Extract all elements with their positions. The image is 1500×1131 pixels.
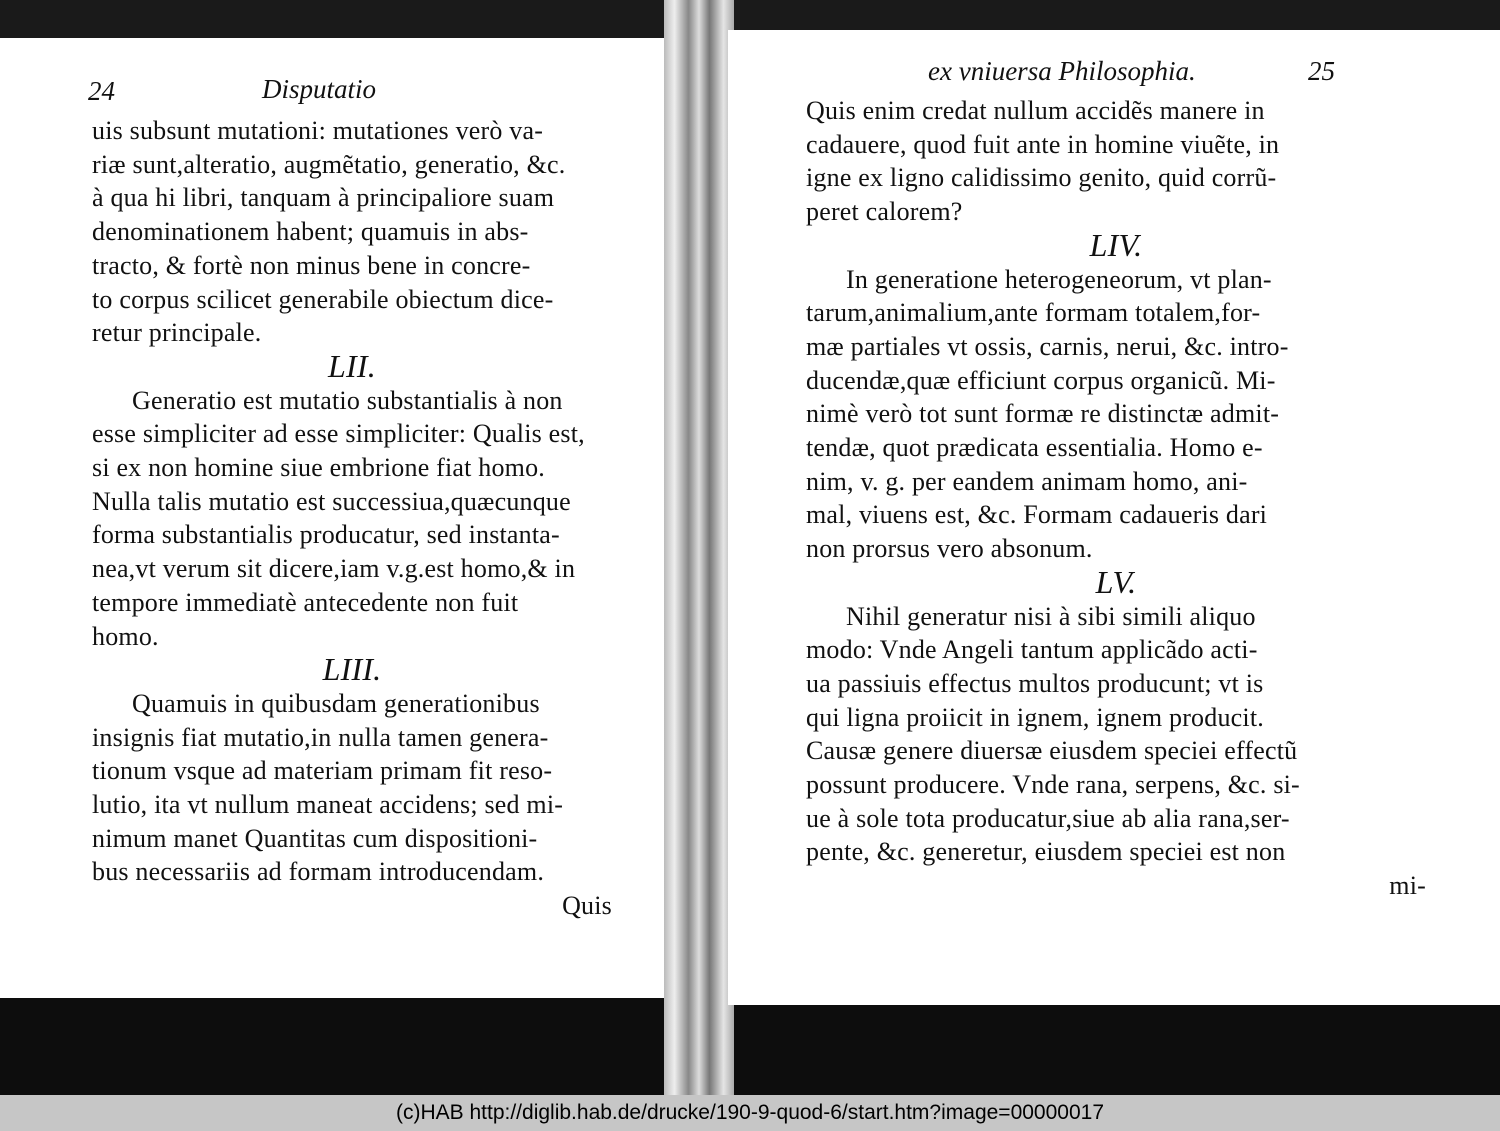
text-line: bus necessariis ad formam introducendam. bbox=[92, 857, 545, 887]
right-page-number: 25 bbox=[1308, 56, 1335, 86]
right-running-head: ex vniuersa Philosophia. bbox=[928, 56, 1196, 86]
left-page-body bbox=[92, 114, 612, 923]
text-line: Nulla talis mutatio est successiua,quæcunque bbox=[92, 486, 571, 516]
left-page-number: 24 bbox=[88, 76, 115, 106]
text-line: esse simpliciter ad esse simpliciter: Qualis est, bbox=[92, 419, 585, 449]
text-line: tarum,animalium,ante formam totalem,for- bbox=[806, 298, 1261, 328]
text-line: non prorsus vero absonum. bbox=[806, 534, 1093, 564]
text-line: riæ sunt,alteratio, augmẽtatio, generatio, &c. bbox=[92, 149, 566, 179]
text-line: à qua hi libri, tanquam à principaliore suam bbox=[92, 183, 555, 213]
text-line: si ex non homine siue embrione fiat homo. bbox=[92, 453, 546, 483]
section-heading-lv: LV. bbox=[1095, 563, 1137, 600]
text-line: Quis enim credat nullum accidẽs manere in bbox=[806, 96, 1265, 125]
text-line: igne ex ligno calidissimo genito, quid corrũ- bbox=[806, 163, 1277, 193]
right-page bbox=[728, 30, 1500, 1005]
text-line: to corpus scilicet generabile obiectum dice- bbox=[92, 284, 554, 314]
text-line: forma substantialis producatur, sed instanta- bbox=[92, 520, 560, 550]
text-line: tionum vsque ad materiam primam fit reso- bbox=[92, 756, 553, 786]
text-line: Causæ genere diuersæ eiusdem speciei effectũ bbox=[806, 736, 1298, 766]
text-line: lutio, ita vt nullum maneat accidens; sed mi- bbox=[92, 790, 564, 820]
text-line: peret calorem? bbox=[806, 197, 963, 227]
text-line: uis subsunt mutationi: mutationes verò va- bbox=[92, 116, 544, 145]
scan-bottom-shadow bbox=[0, 998, 1500, 1095]
text-line: ue à sole tota producatur,siue ab alia rana,ser- bbox=[806, 803, 1290, 833]
text-line: retur principale. bbox=[92, 318, 262, 348]
text-line: nimum manet Quantitas cum dispositioni- bbox=[92, 823, 538, 853]
text-line: Nihil generatur nisi à sibi simili aliquo bbox=[846, 601, 1256, 631]
section-heading-liv: LIV. bbox=[1089, 226, 1143, 263]
text-line: mæ partiales vt ossis, carnis, nerui, &c. intro- bbox=[806, 331, 1289, 361]
book-gutter bbox=[664, 0, 734, 1095]
left-running-head: Disputatio bbox=[262, 74, 377, 104]
catchword: Quis bbox=[562, 891, 612, 921]
text-line: tendæ, quot prædicata essentialia. Homo e- bbox=[806, 433, 1263, 463]
text-line: ducendæ,quæ efficiunt corpus organicũ. Mi- bbox=[806, 365, 1276, 395]
catchword: mi- bbox=[1389, 871, 1426, 901]
section-heading-liii: LIII. bbox=[322, 651, 382, 688]
text-line: In generatione heterogeneorum, vt plan- bbox=[846, 264, 1272, 294]
text-line: qui ligna proiicit in ignem, ignem producit. bbox=[806, 702, 1264, 732]
text-line: insignis fiat mutatio,in nulla tamen genera- bbox=[92, 722, 549, 752]
text-line: ua passiuis effectus multos producunt; vt is bbox=[806, 668, 1264, 698]
text-line: Quamuis in quibusdam generationibus bbox=[132, 688, 540, 718]
text-line: tracto, & fortè non minus bene in concre- bbox=[92, 250, 531, 280]
section-heading-lii: LII. bbox=[328, 347, 376, 384]
text-line: pente, &c. generetur, eiusdem speciei est non bbox=[806, 837, 1286, 867]
copyright-text: (c)HAB http://diglib.hab.de/drucke/190-9-quod-6/start.htm?image=00000017 bbox=[395, 1101, 1104, 1124]
right-page-body bbox=[806, 94, 1426, 903]
left-page bbox=[0, 38, 672, 998]
text-line: tempore immediatè antecedente non fuit bbox=[92, 587, 519, 617]
text-line: mal, viuens est, &c. Formam cadaueris dari bbox=[806, 500, 1268, 530]
copyright-footer bbox=[0, 1095, 1500, 1131]
text-line: denominationem habent; quamuis in abs- bbox=[92, 217, 529, 247]
text-line: modo: Vnde Angeli tantum applicãdo acti- bbox=[806, 635, 1258, 665]
text-line: Generatio est mutatio substantialis à non bbox=[132, 385, 563, 415]
text-line: nea,vt verum sit dicere,iam v.g.est homo,& in bbox=[92, 554, 576, 584]
text-line: nimè verò tot sunt formæ re distinctæ admit- bbox=[806, 399, 1280, 429]
text-line: homo. bbox=[92, 621, 159, 651]
text-line: possunt producere. Vnde rana, serpens, &c. si- bbox=[806, 770, 1300, 800]
text-line: cadauere, quod fuit ante in homine viuẽte, in bbox=[806, 129, 1280, 159]
text-line: nim, v. g. per eandem animam homo, ani- bbox=[806, 466, 1248, 496]
